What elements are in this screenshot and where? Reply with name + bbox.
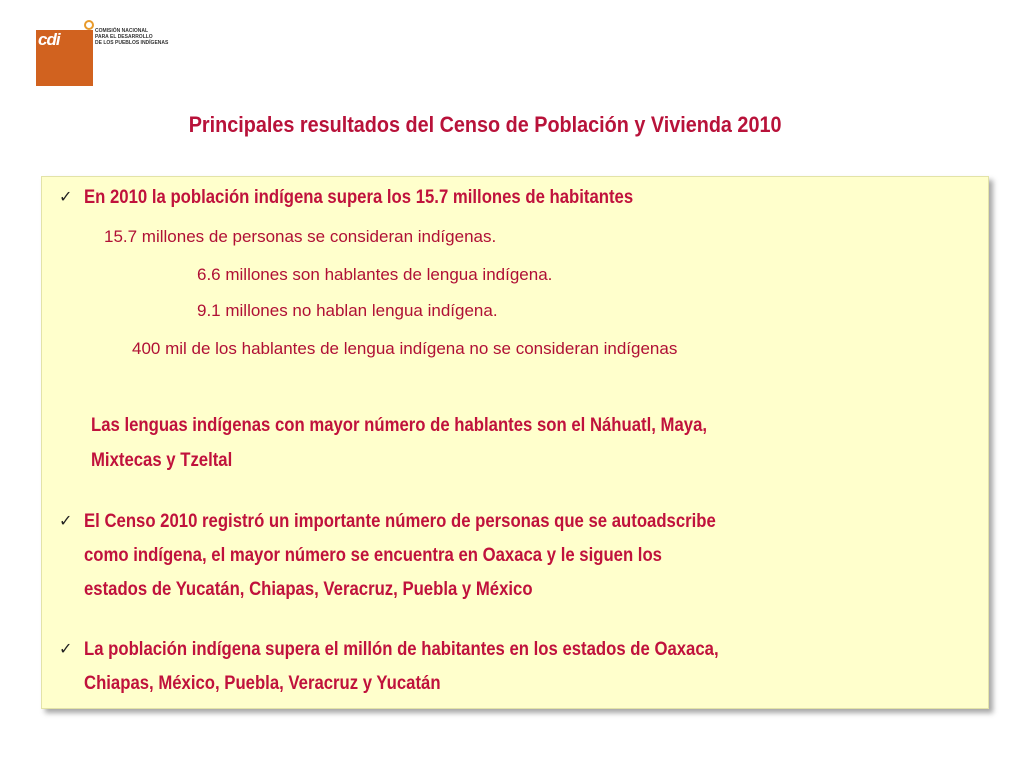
check-icon: ✓ <box>59 639 73 658</box>
bullet3-line1: La población indígena supera el millón de habitantes en los estados de Oaxaca, <box>84 639 719 660</box>
bullet2-line2: como indígena, el mayor número se encuentra en Oaxaca y le siguen los <box>84 545 662 566</box>
bullet2-line1: El Censo 2010 registró un importante número de personas que se autoadscribe <box>84 511 716 532</box>
bullet1-heading: En 2010 la población indígena supera los 15.7 millones de habitantes <box>84 187 634 208</box>
logo-dot-icon <box>84 20 94 30</box>
bullet2-line3: estados de Yucatán, Chiapas, Veracruz, Puebla y México <box>84 579 533 600</box>
bullet1-line3: 9.1 millones no hablan lengua indígena. <box>197 301 498 320</box>
content-panel <box>41 176 989 709</box>
languages-paragraph-line2: Mixtecas y Tzeltal <box>91 450 233 471</box>
bullet3-line2: Chiapas, México, Puebla, Veracruz y Yucatán <box>84 673 441 694</box>
logo-letters: cdi <box>38 30 60 49</box>
languages-paragraph-line1: Las lenguas indígenas con mayor número de hablantes son el Náhuatl, Maya, <box>91 415 708 436</box>
logo-text-line: DE LOS PUEBLOS INDÍGENAS <box>95 40 169 46</box>
check-icon: ✓ <box>59 187 73 206</box>
bullet1-line1: 15.7 millones de personas se consideran indígenas. <box>104 227 497 246</box>
slide-title: Principales resultados del Censo de Población y Vivienda 2010 <box>188 112 782 137</box>
logo-text-line: PARA EL DESARROLLO <box>95 34 153 40</box>
check-icon: ✓ <box>59 511 73 530</box>
logo-text <box>95 28 187 46</box>
cdi-logo <box>36 18 186 88</box>
logo-text-line: COMISIÓN NACIONAL <box>95 28 149 34</box>
bullet1-line4: 400 mil de los hablantes de lengua indígena no se consideran indígenas <box>132 339 678 358</box>
bullet1-line2: 6.6 millones son hablantes de lengua indígena. <box>197 265 553 284</box>
